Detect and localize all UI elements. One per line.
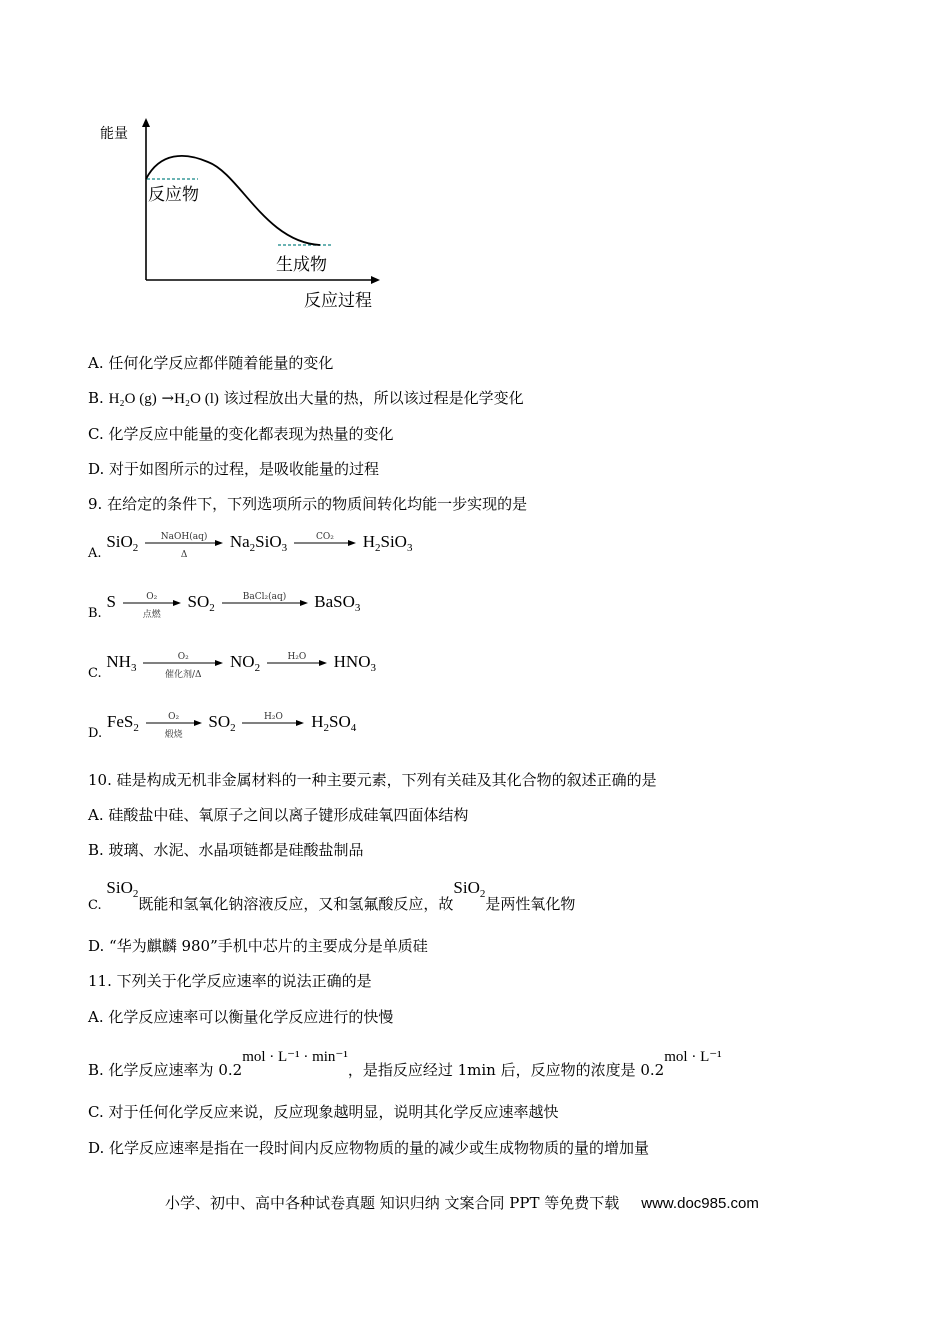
q9-c-label: C. bbox=[88, 666, 102, 681]
q9-a-label: A. bbox=[88, 546, 102, 561]
q9-c-s2: NO bbox=[230, 652, 255, 671]
q9-stem-text: 9. 在给定的条件下，下列选项所示的物质间转化均能一步实现的是 bbox=[88, 495, 528, 513]
q11-option-a bbox=[88, 1007, 393, 1027]
q9-d-s3-sub: 2 bbox=[323, 722, 329, 734]
q9-a-s3b-sub: 3 bbox=[406, 542, 413, 554]
q9-a-s2: Na bbox=[229, 532, 250, 551]
q9-b-s2-sub: 2 bbox=[209, 602, 215, 614]
q8-b-text: 该过程放出大量的热，所以该过程是化学变化 bbox=[223, 389, 524, 407]
q9-c-s3-sub: 3 bbox=[370, 662, 376, 674]
q11-option-b bbox=[88, 1047, 722, 1079]
q9-c-s1-sub: 3 bbox=[130, 662, 137, 674]
q11-option-a-text: A. 化学反应速率可以衡量化学反应进行的快慢 bbox=[88, 1008, 394, 1026]
q9-a-arrow1 bbox=[145, 532, 223, 560]
q9-d-arrow2 bbox=[242, 712, 304, 727]
q9-d-s1: FeS bbox=[106, 712, 134, 731]
q9-b-c2-top: BaCl₂(aq) bbox=[242, 592, 287, 602]
q10-c-formula-2: SiO bbox=[453, 878, 480, 897]
q9-d-c1-top: O₂ bbox=[168, 712, 180, 722]
q9-d-s2: SO bbox=[208, 712, 231, 731]
q10-option-d-text: D. “华为麒麟 980”手机中芯片的主要成分是单质硅 bbox=[88, 937, 428, 955]
q10-option-b bbox=[88, 840, 364, 860]
q9-a-s2b: SiO bbox=[255, 532, 282, 551]
q9-c-c1-top: O₂ bbox=[177, 652, 189, 662]
q9-d-s2-sub: 2 bbox=[230, 722, 236, 734]
q9-a-s3: H bbox=[362, 532, 375, 551]
q8-option-d-text: D. 对于如图所示的过程，是吸收能量的过程 bbox=[88, 460, 380, 478]
q10-c-text2: 是两性氧化物 bbox=[485, 895, 576, 913]
q8-option-b-label: B. bbox=[88, 389, 109, 407]
x-axis-label: 反应过程 bbox=[304, 291, 372, 310]
q9-d-label: D. bbox=[88, 726, 103, 741]
q8-option-a-text: A. 任何化学反应都伴随着能量的变化 bbox=[88, 354, 334, 372]
q9-d-s3: H bbox=[311, 712, 324, 731]
q9-a-s2-sub: 2 bbox=[249, 542, 256, 554]
q11-option-c bbox=[88, 1102, 558, 1122]
q10-c-formula: SiO bbox=[106, 878, 133, 897]
q11-stem bbox=[88, 971, 372, 991]
energy-diagram bbox=[90, 112, 400, 317]
q8-option-d bbox=[88, 459, 379, 479]
q9-a-s1-sub: 2 bbox=[132, 542, 139, 554]
q11-option-d-text: D. 化学反应速率是指在一段时间内反应物物质的量的减少或生成物物质的量的增加量 bbox=[88, 1139, 650, 1157]
q10-stem bbox=[88, 770, 657, 790]
q9-c-s3: HNO bbox=[333, 652, 371, 671]
q9-b-s2: SO bbox=[187, 592, 210, 611]
q9-c-c2-top: H₂O bbox=[287, 652, 307, 662]
q9-option-d bbox=[88, 712, 356, 742]
q10-option-d bbox=[88, 936, 428, 956]
q9-option-c bbox=[88, 652, 376, 682]
q10-c-text1: 既能和氢氧化钠溶液反应，又和氢氟酸反应，故 bbox=[138, 895, 454, 913]
q9-a-s3b: SiO bbox=[380, 532, 407, 551]
y-axis-arrow bbox=[142, 118, 150, 127]
q9-b-c1-top: O₂ bbox=[146, 592, 158, 602]
q9-c-c1-bot: 催化剂/Δ bbox=[164, 670, 202, 680]
q9-c-arrow1 bbox=[143, 652, 223, 680]
q10-option-a-text: A. 硅酸盐中硅、氧原子之间以离子键形成硅氧四面体结构 bbox=[88, 806, 469, 824]
q9-a-arrow2 bbox=[294, 532, 356, 547]
q8-option-a bbox=[88, 353, 333, 373]
q10-c-formula-sub: 2 bbox=[132, 888, 139, 900]
q9-a-c1-bot: Δ bbox=[180, 550, 188, 560]
q9-a-s2b-sub: 3 bbox=[281, 542, 288, 554]
q9-b-s1: S bbox=[106, 592, 116, 611]
q9-a-s3-sub: 2 bbox=[374, 542, 381, 554]
q10-stem-text: 10. 硅是构成无机非金属材料的一种主要元素，下列有关硅及其化合物的叙述正确的是 bbox=[88, 771, 657, 789]
q9-d-s1-sub: 2 bbox=[133, 722, 139, 734]
q9-b-s3-sub: 3 bbox=[354, 602, 361, 614]
q9-b-arrow2 bbox=[222, 592, 308, 607]
q11-option-d bbox=[88, 1138, 649, 1158]
q9-c-s2-sub: 2 bbox=[254, 662, 261, 674]
q9-a-s1: SiO bbox=[106, 532, 133, 551]
q9-a-c2-top: CO₂ bbox=[315, 532, 334, 542]
q11-option-c-text: C. 对于任何化学反应来说，反应现象越明显，说明其化学反应速率越快 bbox=[88, 1103, 559, 1121]
q11-b-text1: B. 化学反应速率为 0.2 bbox=[88, 1061, 243, 1079]
footer-text: 小学、初中、高中各种试卷真题 知识归纳 文案合同 PPT 等免费下载 bbox=[165, 1194, 620, 1212]
q11-b-unit1: mol · L⁻¹ · min⁻¹ bbox=[242, 1049, 348, 1065]
q9-d-c1-bot: 煅烧 bbox=[164, 730, 183, 740]
q10-option-c bbox=[88, 878, 576, 913]
q10-option-a bbox=[88, 805, 468, 825]
q9-stem bbox=[88, 494, 527, 514]
right-arrow-icon: → bbox=[161, 389, 175, 407]
q8-option-c bbox=[88, 424, 393, 444]
reactant-label: 反应物 bbox=[148, 185, 199, 204]
q9-b-label: B. bbox=[88, 606, 102, 621]
q9-b-arrow1 bbox=[123, 592, 181, 620]
q8-b-left: H₂O (g) bbox=[108, 391, 157, 407]
q9-d-arrow1 bbox=[146, 712, 202, 740]
q9-c-s1: NH bbox=[106, 652, 131, 671]
q9-d-s3b: SO bbox=[328, 712, 351, 731]
q9-d-c2-top: H₂O bbox=[264, 712, 283, 722]
q10-option-b-text: B. 玻璃、水泥、水晶项链都是硅酸盐制品 bbox=[88, 841, 364, 859]
q11-b-unit2: mol · L⁻¹ bbox=[664, 1049, 722, 1065]
q8-b-right: H₂O (l) bbox=[174, 391, 219, 407]
q9-c-arrow2 bbox=[267, 652, 327, 667]
energy-diagram-svg bbox=[90, 112, 400, 317]
q9-a-c1-top: NaOH(aq) bbox=[160, 532, 208, 542]
q10-c-formula-2-sub: 2 bbox=[479, 888, 486, 900]
q9-option-a bbox=[88, 532, 412, 562]
q9-b-c1-bot: 点燃 bbox=[142, 610, 161, 620]
x-axis-arrow bbox=[371, 276, 380, 284]
footer-url[interactable]: www.doc985.com bbox=[641, 1195, 759, 1212]
page-footer bbox=[165, 1192, 759, 1213]
q9-option-b bbox=[88, 592, 360, 622]
q10-c-label: C. bbox=[88, 898, 102, 913]
q8-option-b bbox=[88, 388, 524, 409]
q9-d-s3b-sub: 4 bbox=[350, 722, 357, 734]
product-label: 生成物 bbox=[276, 255, 327, 274]
q8-option-c-text: C. 化学反应中能量的变化都表现为热量的变化 bbox=[88, 425, 394, 443]
y-axis-label: 能量 bbox=[100, 125, 128, 141]
q11-stem-text: 11. 下列关于化学反应速率的说法正确的是 bbox=[88, 972, 372, 990]
q9-b-s3: BaSO bbox=[314, 592, 355, 611]
q11-b-text2: ，是指反应经过 1min 后，反应物的浓度是 0.2 bbox=[347, 1061, 665, 1079]
